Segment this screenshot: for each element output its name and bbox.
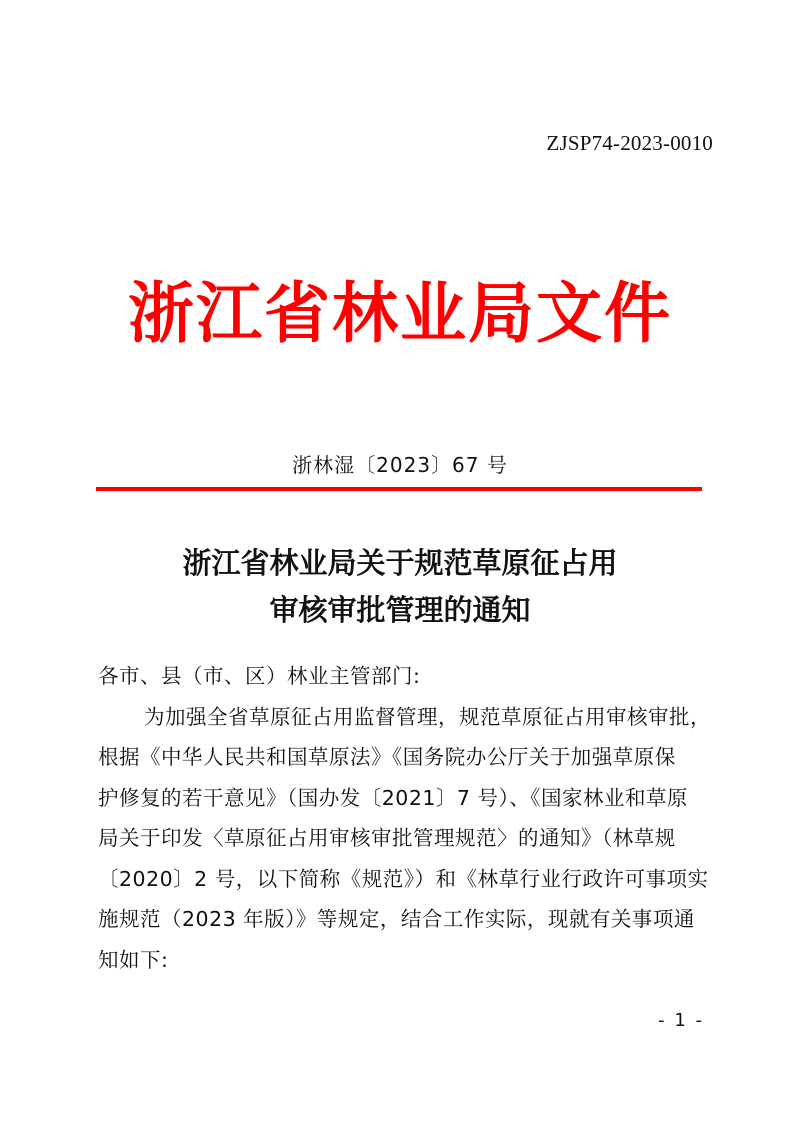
paragraph-line: 护修复的若干意见》（国办发〔2021〕7 号）、《国家林业和草原 <box>98 785 688 810</box>
paragraph-line: 根据《中华人民共和国草原法》《国务院办公厅关于加强草原保 <box>98 745 676 769</box>
paragraph-line: 〔2020〕2 号，以下简称《规范》）和《林草行业行政许可事项实 <box>98 866 709 891</box>
document-title <box>0 540 800 634</box>
paragraph-line: 施规范（2023 年版）》等规定，结合工作实际，现就有关事项通 <box>98 907 695 931</box>
document-body <box>98 656 711 980</box>
paragraph-line: 知如下: <box>98 947 169 972</box>
masthead-title: 浙江省林业局文件 <box>128 274 672 352</box>
red-divider-rule <box>96 487 702 491</box>
paragraph-line: 为加强全省草原征占用监督管理，规范草原征占用审核审批， <box>144 704 711 729</box>
page-number: - 1 - <box>658 1010 704 1031</box>
document-number: 浙林湿〔2023〕67 号 <box>292 453 508 477</box>
title-line-1: 浙江省林业局关于规范草原征占用 <box>182 546 618 580</box>
salutation: 各市、县（市、区）林业主管部门: <box>98 664 421 688</box>
title-line-2: 审核审批管理的通知 <box>269 593 531 627</box>
document-code: ZJSP74-2023-0010 <box>546 131 713 155</box>
paragraph-line: 局关于印发〈草原征占用审核审批管理规范〉的通知》（林草规 <box>98 826 676 850</box>
